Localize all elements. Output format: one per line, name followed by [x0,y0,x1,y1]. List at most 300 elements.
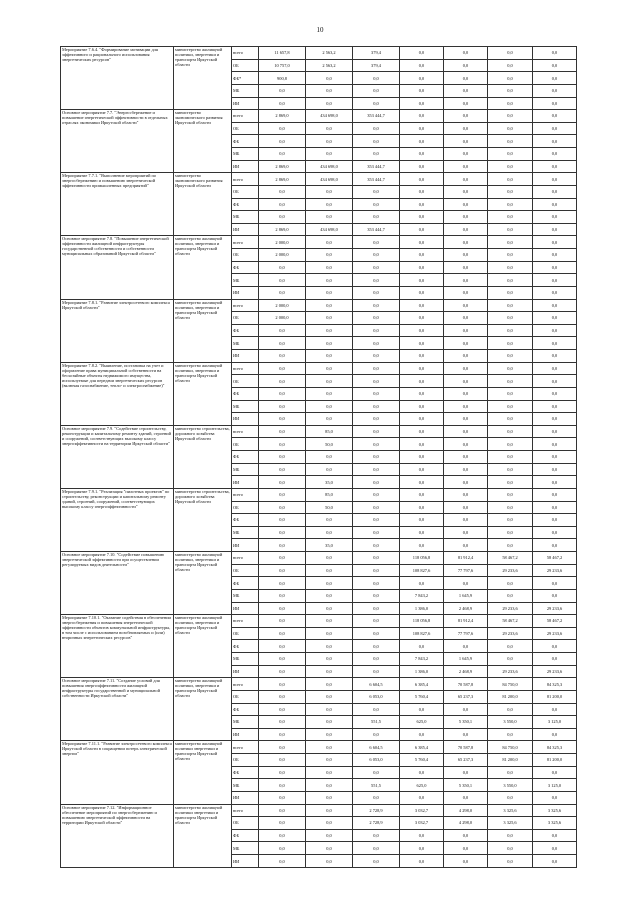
funding-value: 81 200,0 [488,690,533,703]
funding-value: 0,0 [400,413,444,426]
funding-value: 0,0 [444,539,488,552]
funding-value: 0,0 [488,185,533,198]
funding-value: 0,0 [259,728,306,741]
funding-value: 0,0 [533,488,577,501]
funding-value: 379,4 [353,59,400,72]
funding-value: 0,0 [488,198,533,211]
funding-value: 0,0 [533,653,577,666]
funding-value: 0,0 [306,564,353,577]
funding-value: 0,0 [400,324,444,337]
funding-value: 0,0 [306,842,353,855]
funding-value: 0,0 [533,198,577,211]
funding-value: 0,0 [259,589,306,602]
funding-value: 0,0 [444,640,488,653]
funding-value: 0,0 [488,438,533,451]
funding-value: 0,0 [259,766,306,779]
funding-value: 2 000,0 [259,299,306,312]
funding-value: 0,0 [488,135,533,148]
funding-value: 0,0 [444,173,488,186]
funding-value: 0,0 [533,261,577,274]
funding-value: 0,0 [306,135,353,148]
funding-value: 2 000,0 [259,312,306,325]
executor-name: министерство жилищной политики энергетики и транспорта Иркутской области [174,741,232,804]
funding-value: 0,0 [259,653,306,666]
funding-value: 0,0 [444,160,488,173]
funding-value: 84 750,0 [488,741,533,754]
funding-value: 0,0 [306,97,353,110]
funding-value: 0,0 [533,829,577,842]
funding-value: 0,0 [488,451,533,464]
funding-value: 0,0 [533,148,577,161]
measure-name: Основное мероприятие 7.10. "Содействие повышению энергетической эффективности при осуществлении регулируемых видов деятельности" [61,552,174,615]
funding-value: 0,0 [353,122,400,135]
funding-source: ИИ [232,791,259,804]
funding-value: 65 237,3 [444,754,488,767]
funding-value: 0,0 [306,337,353,350]
funding-value: 0,0 [488,829,533,842]
funding-value: 353 444,7 [353,223,400,236]
funding-value: 0,0 [306,413,353,426]
funding-value: 58 467,2 [533,615,577,628]
funding-value: 0,0 [444,324,488,337]
funding-value: 0,0 [444,122,488,135]
measure-name: Основное мероприятие 7.12. "Информационное обеспечение мероприятий по энергосбережению и повышению энергетической эффективности на территории Иркутской области" [61,804,174,868]
funding-value: 0,0 [400,173,444,186]
measure-name: Основное мероприятие 7.9. "Содействие строительству, реконструкции и капитальному ремонту зданий, строений и сооружений, соответствующих высокому классу энергоэффективности на территории Иркутской области" [61,425,174,488]
funding-value: 0,0 [259,84,306,97]
funding-value: 0,0 [488,274,533,287]
funding-value: 0,0 [353,514,400,527]
funding-value: 0,0 [444,362,488,375]
funding-value: 0,0 [533,324,577,337]
funding-value: 0,0 [353,375,400,388]
funding-value: 0,0 [259,148,306,161]
funding-value: 0,0 [259,198,306,211]
funding-value: 3 125,0 [533,779,577,792]
funding-value: 0,0 [488,122,533,135]
funding-value: 0,0 [400,350,444,363]
funding-source: всего [232,804,259,817]
funding-value: 2 563,2 [306,59,353,72]
funding-value: 0,0 [306,615,353,628]
executor-name: министерство жилищной политики, энергетики и транспорта Иркутской области [174,615,232,678]
funding-value: 0,0 [533,463,577,476]
funding-value: 65 237,3 [444,690,488,703]
page-number: 10 [316,26,324,34]
funding-value: 0,0 [533,312,577,325]
funding-value: 0,0 [353,829,400,842]
funding-value: 0,0 [400,791,444,804]
funding-source: МБ [232,526,259,539]
funding-source: ИИ [232,350,259,363]
funding-value: 0,0 [400,122,444,135]
funding-value: 0,0 [306,589,353,602]
funding-value: 81 200,0 [533,690,577,703]
measure-row [61,425,577,438]
funding-value: 0,0 [533,766,577,779]
funding-source: МБ [232,84,259,97]
funding-value: 0,0 [306,602,353,615]
funding-source: всего [232,615,259,628]
funding-value: 0,0 [488,261,533,274]
funding-value: 551,5 [353,716,400,729]
funding-value: 0,0 [259,337,306,350]
funding-value: 0,0 [533,387,577,400]
funding-value: 3 325,6 [533,817,577,830]
funding-value: 4 298,0 [444,817,488,830]
funding-value: 0,0 [533,842,577,855]
funding-value: 0,0 [400,160,444,173]
funding-value: 0,0 [259,135,306,148]
funding-value: 84 325,3 [533,741,577,754]
funding-value: 0,0 [400,539,444,552]
funding-value: 0,0 [533,350,577,363]
funding-value: 0,0 [306,198,353,211]
funding-value: 108 827,6 [400,627,444,640]
funding-value: 0,0 [488,337,533,350]
funding-value: 2 869,0 [259,173,306,186]
funding-value: 0,0 [533,135,577,148]
funding-value: 0,0 [353,653,400,666]
funding-value: 1 645,9 [444,589,488,602]
funding-value: 0,0 [444,425,488,438]
funding-value: 0,0 [259,400,306,413]
funding-value: 0,0 [444,198,488,211]
funding-value: 0,0 [259,425,306,438]
funding-value: 29 233,6 [488,602,533,615]
funding-source: ИИ [232,665,259,678]
funding-value: 0,0 [306,350,353,363]
measure-row [61,615,577,628]
funding-source: МБ [232,148,259,161]
funding-value: 7 843,2 [400,653,444,666]
funding-value: 0,0 [488,375,533,388]
funding-value: 0,0 [533,438,577,451]
funding-value: 0,0 [444,84,488,97]
funding-value: 0,0 [353,337,400,350]
funding-source: всего [232,47,259,60]
funding-value: 0,0 [533,539,577,552]
funding-value: 0,0 [400,148,444,161]
funding-value: 0,0 [488,425,533,438]
funding-value: 0,0 [400,72,444,85]
funding-value: 10 757,0 [259,59,306,72]
funding-value: 0,0 [444,274,488,287]
funding-source: ИИ [232,602,259,615]
funding-value: 0,0 [488,703,533,716]
funding-source: ФБ [232,135,259,148]
executor-name: министерство жилищной политики, энергетики и транспорта Иркутской области [174,552,232,615]
funding-value: 0,0 [353,299,400,312]
funding-value: 0,0 [488,59,533,72]
funding-value: 0,0 [306,463,353,476]
funding-value: 0,0 [353,312,400,325]
funding-value: 0,0 [353,72,400,85]
funding-value: 5 350,1 [444,779,488,792]
funding-source: всего [232,299,259,312]
funding-source: ИИ [232,160,259,173]
funding-value: 58 467,2 [533,552,577,565]
funding-value: 0,0 [259,539,306,552]
funding-value: 379,4 [353,47,400,60]
funding-value: 0,0 [353,261,400,274]
funding-source: ИИ [232,223,259,236]
funding-value: 0,0 [306,312,353,325]
funding-value: 0,0 [444,577,488,590]
funding-source: МБ [232,463,259,476]
measure-row [61,741,577,754]
funding-value: 0,0 [259,741,306,754]
funding-value: 0,0 [444,829,488,842]
funding-value: 118 056,8 [400,615,444,628]
funding-value: 0,0 [259,703,306,716]
funding-value: 0,0 [444,514,488,527]
funding-value: 0,0 [533,526,577,539]
funding-source: всего [232,110,259,123]
funding-value: 2 000,0 [259,249,306,262]
funding-value: 3 032,7 [400,817,444,830]
funding-source: всего [232,552,259,565]
funding-value: 0,0 [400,400,444,413]
funding-value: 0,0 [444,47,488,60]
funding-value: 0,0 [488,577,533,590]
funding-value: 0,0 [353,274,400,287]
funding-value: 0,0 [306,728,353,741]
funding-value: 0,0 [353,589,400,602]
funding-source: МБ [232,211,259,224]
funding-value: 2 869,0 [259,223,306,236]
funding-value: 0,0 [400,577,444,590]
funding-value: 0,0 [533,337,577,350]
funding-value: 0,0 [259,552,306,565]
executor-name: министерство строительства, дорожного хозяйства Иркутской области [174,488,232,551]
funding-value: 3 325,6 [488,817,533,830]
funding-value: 0,0 [533,703,577,716]
funding-value: 0,0 [488,350,533,363]
funding-value: 0,0 [533,185,577,198]
funding-value: 6 053,0 [353,754,400,767]
funding-value: 0,0 [444,148,488,161]
funding-value: 0,0 [400,438,444,451]
funding-value: 0,0 [259,627,306,640]
funding-value: 0,0 [259,185,306,198]
measure-row [61,362,577,375]
funding-value: 0,0 [259,640,306,653]
funding-value: 0,0 [259,387,306,400]
funding-value: 0,0 [488,324,533,337]
funding-value: 2 728,9 [353,817,400,830]
measure-name: Мероприятие 7.9.1. "Реализация "пилотных проектов" по строительству, реконструкции и капитальному ремонту зданий, строений, сооружений, соответствующих высокому классу энергоэффективности" [61,488,174,551]
funding-value: 0,0 [306,678,353,691]
funding-value: 0,0 [533,47,577,60]
funding-value: 0,0 [444,135,488,148]
funding-value: 0,0 [533,362,577,375]
funding-source: ОБ [232,122,259,135]
funding-source: ФБ [232,198,259,211]
funding-value: 0,0 [353,640,400,653]
funding-value: 0,0 [400,514,444,527]
funding-source: всего [232,741,259,754]
measure-name: Мероприятие 7.8.2. "Выявление, постановка на учет и оформление права муниципальной собственности на бесхозяйные объекты недвижимого имущества, используемые для передачи энергетических ресурсов (включая газоснабжение, тепло- и электроснабжение)" [61,362,174,425]
funding-value: 0,0 [400,299,444,312]
funding-value: 0,0 [353,564,400,577]
funding-value: 0,0 [306,451,353,464]
funding-value: 0,0 [259,350,306,363]
funding-value: 0,0 [400,526,444,539]
funding-value: 0,0 [259,716,306,729]
funding-value: 0,0 [353,387,400,400]
funding-value: 0,0 [353,286,400,299]
funding-source: ФБ [232,261,259,274]
funding-value: 0,0 [533,791,577,804]
funding-value: 0,0 [488,842,533,855]
funding-value: 0,0 [259,678,306,691]
funding-value: 0,0 [444,59,488,72]
funding-value: 0,0 [444,791,488,804]
funding-source: МБ [232,716,259,729]
funding-value: 0,0 [533,173,577,186]
funding-value: 6 604,5 [353,741,400,754]
measure-row [61,488,577,501]
funding-source: ОБ [232,375,259,388]
funding-value: 0,0 [259,817,306,830]
funding-value: 70 587,8 [444,741,488,754]
funding-value: 0,0 [259,842,306,855]
measure-row [61,110,577,123]
funding-source: ФБ [232,829,259,842]
funding-value: 0,0 [444,476,488,489]
funding-value: 0,0 [306,855,353,868]
funding-value: 0,0 [488,97,533,110]
funding-value: 0,0 [488,110,533,123]
funding-value: 0,0 [488,211,533,224]
funding-value: 0,0 [400,463,444,476]
funding-value: 0,0 [306,703,353,716]
funding-value: 0,0 [353,842,400,855]
funding-value: 0,0 [444,451,488,464]
funding-value: 0,0 [488,160,533,173]
funding-value: 0,0 [444,413,488,426]
funding-value: 0,0 [533,274,577,287]
funding-value: 0,0 [353,602,400,615]
funding-value: 50,0 [306,438,353,451]
funding-value: 0,0 [400,274,444,287]
funding-value: 0,0 [533,299,577,312]
funding-source: МБ [232,337,259,350]
funding-value: 0,0 [400,855,444,868]
funding-value: 625,0 [400,779,444,792]
funding-value: 0,0 [306,627,353,640]
funding-source: ИИ [232,286,259,299]
funding-value: 70 587,8 [444,678,488,691]
funding-value: 0,0 [533,223,577,236]
funding-value: 0,0 [259,375,306,388]
funding-value: 0,0 [488,653,533,666]
funding-value: 0,0 [488,299,533,312]
funding-value: 0,0 [533,451,577,464]
funding-source: ИИ [232,413,259,426]
funding-value: 0,0 [488,286,533,299]
funding-value: 3 032,7 [400,804,444,817]
funding-value: 4 298,0 [444,804,488,817]
funding-value: 0,0 [306,236,353,249]
table-body [61,47,577,868]
measure-row [61,804,577,817]
funding-value: 0,0 [353,211,400,224]
funding-value: 81 200,0 [488,754,533,767]
funding-value: 2 728,9 [353,804,400,817]
measure-name: Мероприятие 7.7.1. "Выполнение мероприятий по энергосбережению и повышению энергетической эффективности промышленных предприятий" [61,173,174,236]
funding-value: 58 467,2 [488,552,533,565]
executor-name: министерство жилищной политики, энергетики и транспорта Иркутской области [174,299,232,362]
funding-value: 0,0 [488,640,533,653]
funding-source: МБ [232,400,259,413]
funding-value: 0,0 [306,817,353,830]
funding-value: 0,0 [306,552,353,565]
funding-value: 2 869,0 [259,160,306,173]
funding-value: 0,0 [259,779,306,792]
funding-value: 0,0 [306,324,353,337]
funding-source: ОБ [232,312,259,325]
funding-value: 0,0 [259,286,306,299]
funding-value: 0,0 [259,438,306,451]
funding-source: МБ [232,274,259,287]
funding-value: 0,0 [353,526,400,539]
funding-value: 1 386,0 [400,602,444,615]
funding-value: 0,0 [488,413,533,426]
funding-value: 0,0 [400,703,444,716]
funding-value: 0,0 [400,286,444,299]
funding-value: 0,0 [400,198,444,211]
funding-value: 0,0 [306,653,353,666]
funding-value: 3 550,0 [488,716,533,729]
funding-value: 0,0 [400,728,444,741]
funding-value: 0,0 [353,236,400,249]
measure-row [61,236,577,249]
funding-value: 0,0 [353,577,400,590]
funding-value: 0,0 [444,211,488,224]
funding-value: 0,0 [444,223,488,236]
measure-name: Основное мероприятие 7.7. "Энергосбережение и повышение энергетической эффективности в отдельных отраслях экономики Иркутской области" [61,110,174,173]
funding-value: 0,0 [259,665,306,678]
funding-value: 0,0 [488,539,533,552]
funding-value: 0,0 [306,286,353,299]
funding-value: 50,0 [306,501,353,514]
funding-value: 0,0 [353,400,400,413]
funding-value: 0,0 [488,72,533,85]
funding-source: ОБ [232,249,259,262]
measure-name: Основное мероприятие 7.8. "Повышение энергетической эффективности жилищной инфраструктуры государственной собственности и собственности муниципальных образований Иркутской области" [61,236,174,299]
funding-value: 0,0 [259,362,306,375]
funding-value: 29 233,6 [533,627,577,640]
funding-value: 0,0 [488,855,533,868]
funding-value: 5 760,4 [400,690,444,703]
funding-value: 35,0 [306,476,353,489]
funding-value: 0,0 [353,855,400,868]
funding-value: 0,0 [444,387,488,400]
funding-value: 0,0 [400,337,444,350]
funding-value: 0,0 [259,211,306,224]
funding-value: 0,0 [353,766,400,779]
executor-name: министерство жилищной политики, энергетики и транспорта Иркутской области [174,236,232,299]
funding-value: 0,0 [533,72,577,85]
funding-value: 6 385,4 [400,678,444,691]
funding-source: ФБ [232,514,259,527]
funding-value: 0,0 [533,59,577,72]
funding-source: МБ [232,842,259,855]
funding-value: 0,0 [488,791,533,804]
executor-name: министерство строительства, дорожного хозяйства Иркутской области [174,425,232,488]
